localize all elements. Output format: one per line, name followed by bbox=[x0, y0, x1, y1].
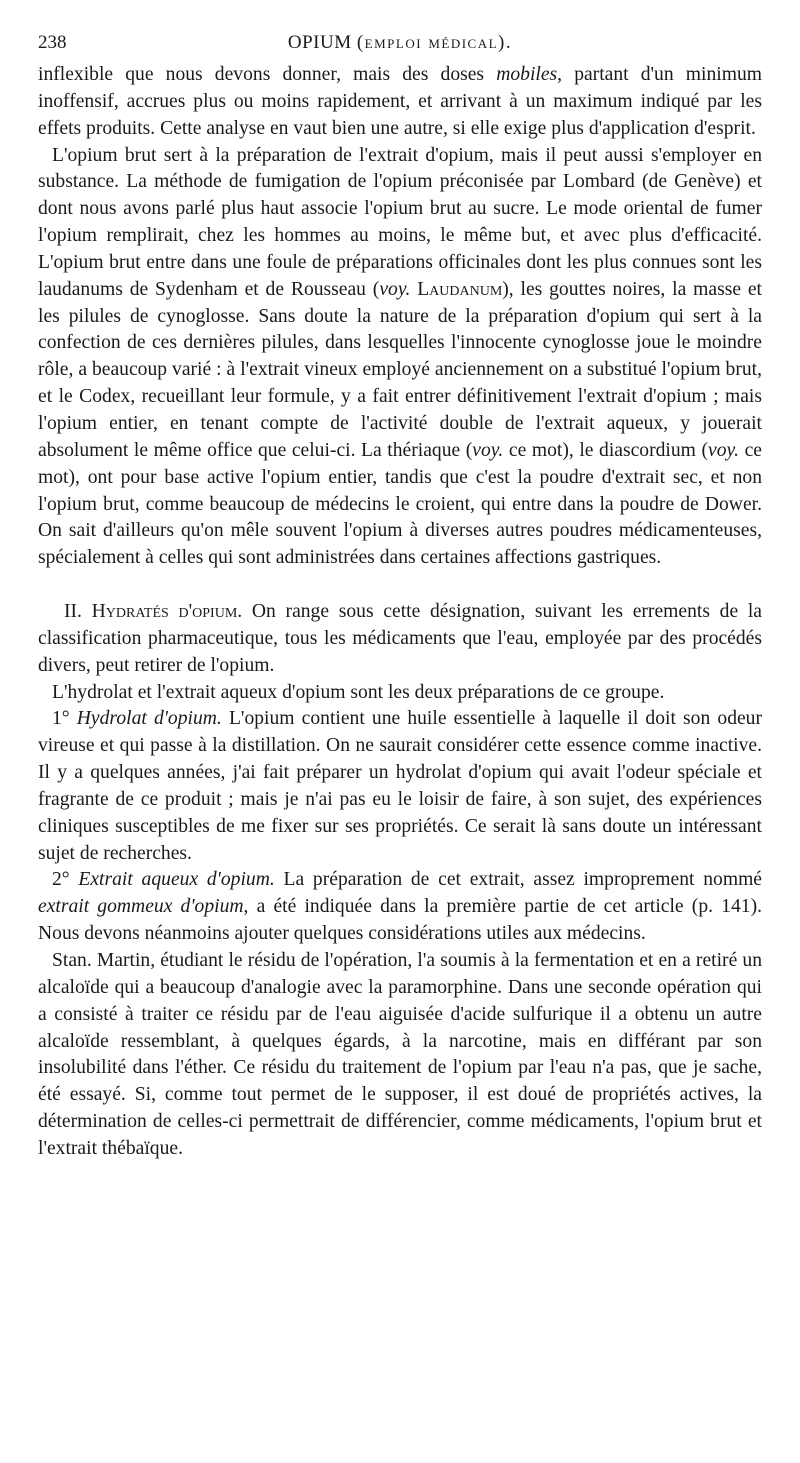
paragraph bbox=[38, 867, 762, 948]
text-run: , partant d'un minimum inoffensif, accrues plus ou moins rapidement, et arrivant à un maximum indiqué par les effets produits. Cette analyse en vaut bien une autre, si elle exige plus d'application d'esprit. bbox=[38, 64, 762, 139]
text-run: 2° bbox=[52, 869, 79, 891]
running-title-subtitle: (emploi médical). bbox=[356, 32, 513, 53]
text-run: La préparation de cet extrait, assez improprement nommé bbox=[274, 869, 763, 891]
text-run: II. bbox=[64, 601, 92, 623]
paragraph bbox=[38, 62, 762, 143]
paragraph bbox=[38, 680, 762, 707]
italic-text: voy. bbox=[708, 439, 740, 461]
page-number: 238 bbox=[38, 32, 67, 53]
paragraph bbox=[38, 143, 762, 573]
running-title bbox=[38, 32, 762, 54]
italic-text: extrait gommeux d'opium bbox=[38, 896, 244, 918]
paragraph bbox=[38, 599, 762, 680]
document-page bbox=[38, 28, 762, 1163]
italic-text: voy. bbox=[379, 278, 411, 300]
text-run: inflexible que nous devons donner, mais des doses bbox=[38, 64, 497, 85]
text-run: , a été indiquée dans la première partie de cet article (p. 141). Nous devons néanmoins ajouter quelques considérations utiles aux médecins. bbox=[38, 896, 762, 945]
small-caps-text: Hydratés d'opium. bbox=[91, 601, 243, 623]
paragraph bbox=[38, 706, 762, 867]
text-run: Stan. Martin, étudiant le résidu de l'opération, l'a soumis à la fermentation et en a retiré un alcaloïde qui a beaucoup d'analogie avec la paramorphine. Dans une seconde opération qui a consisté à traiter ce résidu par de l'eau aiguisée d'acide sulfurique il a obtenu un autre alcaloïde ressemblant, à quelques égards, à la narcotine, mais en différant par son insolubilité dans l'éther. Ce résidu du traitement de l'opium par l'eau n'a pas, que je sache, été essayé. Si, comme tout permet de le supposer, il est doué de propriétés actives, la détermination de celles-ci permettrait de différencier, comme médicaments, l'opium brut et l'extrait thébaïque. bbox=[38, 950, 762, 1159]
text-run: L'hydrolat et l'extrait aqueux d'opium sont les deux préparations de ce groupe. bbox=[52, 681, 665, 703]
text-run: 1° bbox=[52, 708, 77, 730]
page-header bbox=[38, 28, 762, 62]
text-run: ce mot), le diascordium ( bbox=[503, 439, 709, 461]
italic-text: mobiles bbox=[496, 64, 558, 85]
italic-text: Hydrolat d'opium. bbox=[76, 708, 222, 730]
text-run: On range sous cette désignation, suivant les errements de la classification pharmaceutique, tous les médicaments que l'eau, employée par des procédés divers, peut retirer de l'opium. bbox=[38, 601, 762, 676]
small-caps-text: Laudanum bbox=[417, 278, 503, 300]
text-run: ), les gouttes noires, la masse et les pilules de cynoglosse. Sans doute la nature de la préparation d'opium qui sert à la confection de ces dernières pilules, dans lesquelles l'innocente cynoglosse joue le moindre rôle, a beaucoup varié : à l'extrait vineux employé anciennement on a substitué l'opium brut, et le Codex, recueillant leur formule, y a fait entrer définitivement l'extrait d'opium ; mais l'opium entier, en tenant compte de l'activité double de l'extrait aqueux, y jouerait absolument le même office que celui-ci. La thériaque ( bbox=[38, 278, 762, 461]
running-title-main: OPIUM bbox=[287, 32, 352, 53]
paragraph bbox=[38, 948, 762, 1163]
body-text bbox=[38, 62, 762, 1163]
text-run: L'opium brut sert à la préparation de l'extrait d'opium, mais il peut aussi s'employer en substance. La méthode de fumigation de l'opium préconisée par Lombard (de Genève) et dont nous avons parlé plus haut associe l'opium brut au sucre. Le mode oriental de fumer l'opium remplirait, chez les hommes au moins, le même but, et avec plus d'efficacité. L'opium brut entre dans une foule de préparations officinales dont les plus connues sont les laudanums de Sydenham et de Rousseau ( bbox=[38, 144, 762, 300]
text-run: ce mot), ont pour base active l'opium entier, tandis que c'est la poudre d'extrait sec, et non l'opium brut, comme beaucoup de médecins le croient, qui entre dans la poudre de Dower. On sait d'ailleurs qu'on mêle souvent l'opium à diverses autres poudres médicamenteuses, spécialement à celles qui sont administrées dans certaines affections gastriques. bbox=[38, 439, 762, 569]
italic-text: Extrait aqueux d'opium. bbox=[78, 869, 275, 891]
text-run: L'opium contient une huile essentielle à laquelle il doit son odeur vireuse et qui passe à la distillation. On ne saurait considérer cette essence comme inactive. Il y a quelques années, j'ai fait préparer un hydrolat d'opium qui avait l'odeur spéciale et fragrante de ce produit ; mais je n'ai pas eu le loisir de faire, à son sujet, des expériences cliniques susceptibles de me fixer sur ses propriétés. Ce serait là sans doute un intéressant sujet de recherches. bbox=[38, 708, 763, 864]
italic-text: voy. bbox=[472, 439, 504, 461]
